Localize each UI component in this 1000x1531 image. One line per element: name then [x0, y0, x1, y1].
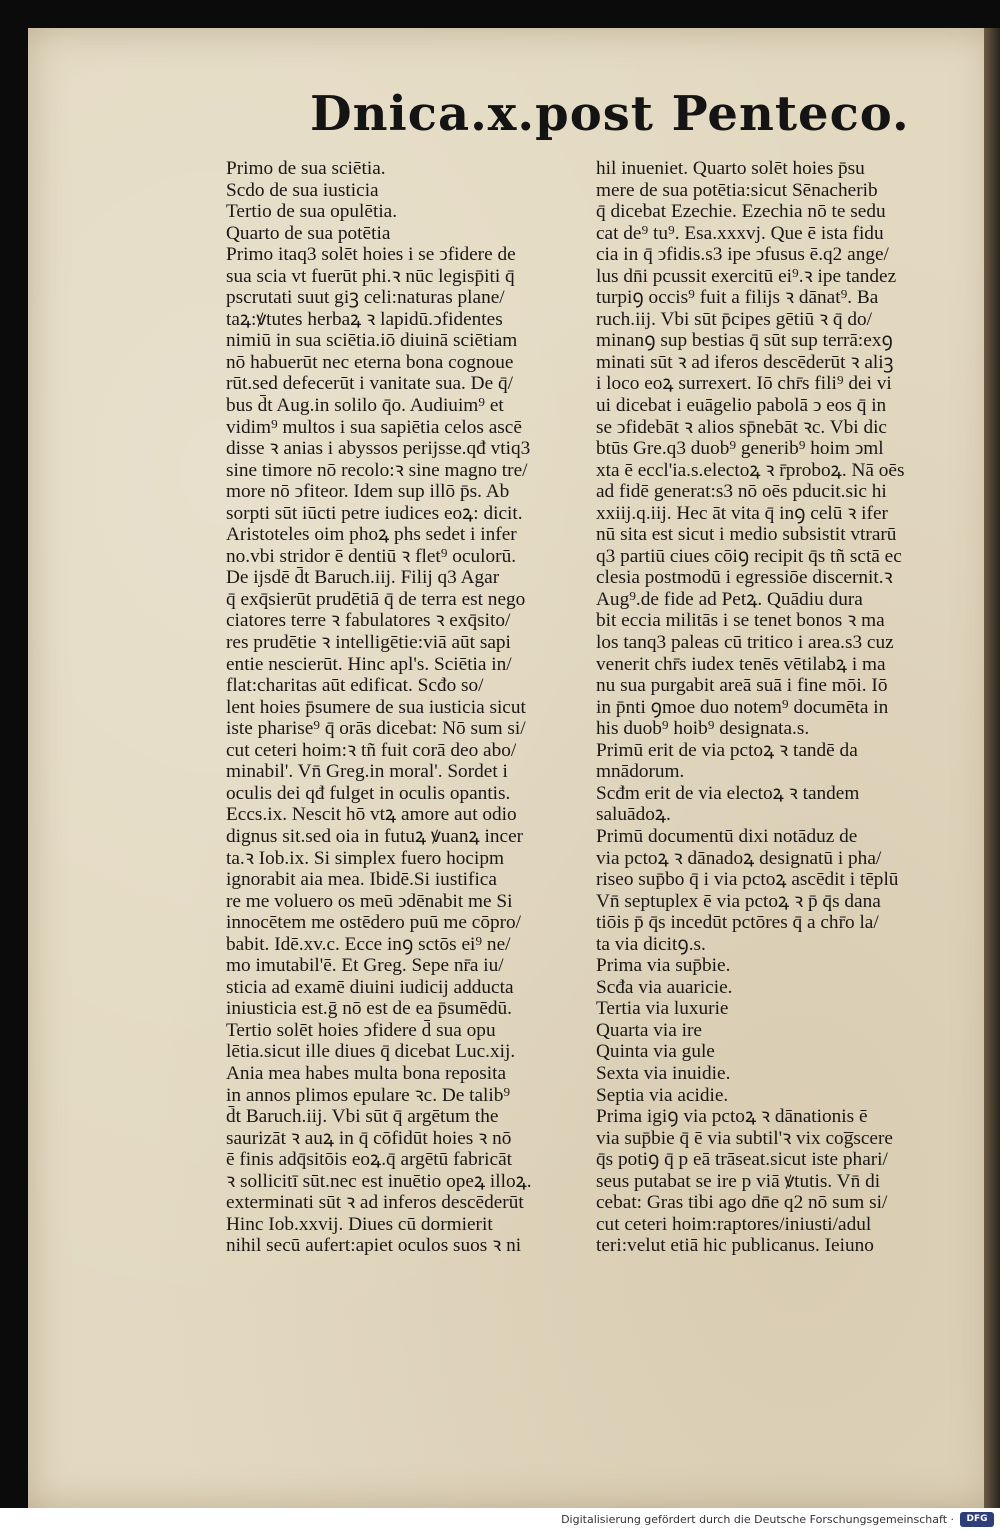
text-line: q̄ exq̄sierūt prudētiā q̄ de terra est nego: [226, 588, 526, 610]
text-line: exterminati sūt ꝛ ad inferos descēderūt: [226, 1192, 524, 1214]
text-line: nimiū in sua sciētia.iō diuinā sciētiam: [226, 330, 518, 352]
text-line: teri:velut etiā hic publicanus. Ieiuno: [596, 1235, 874, 1257]
text-line: ē finis adq̄sitōis eoꝝ.q̄ argētū fabricāt: [226, 1149, 512, 1171]
text-line: in p̄nti ꝯmoe duo notem⁹ documēta in: [596, 696, 889, 718]
text-line: Hinc Iob.xxvij. Diues cū dormierit: [226, 1213, 493, 1235]
right-text-column: [596, 158, 986, 1257]
text-line: more nō ↄfiteor. Idem sup illō p̄s. Ab: [226, 481, 510, 503]
text-line: De ijsdē d̄t Baruch.iij. Filij q3 Agar: [226, 567, 500, 589]
text-line: Scđm erit de via electoꝝ ꝛ tandem: [596, 782, 860, 804]
text-line: lus dn̄i pcussit exercitū ei⁹.ꝛ ipe tandez: [596, 265, 897, 287]
text-line: sorpti sūt iūcti petre iudices eoꝝ: dicit.: [226, 502, 523, 524]
text-line: nu sua purgabit areā suā i fine mōi. Iō: [596, 675, 888, 697]
text-line: saluādoꝝ.: [596, 804, 671, 826]
text-line: babit. Idē.xv.c. Ecce inꝯ sctōs ei⁹ ne/: [226, 933, 511, 955]
text-line: xxiij.q.iij. Hec āt vita q̄ inꝯ celū ꝛ ifer: [596, 502, 888, 524]
text-line: cut ceteri hoim:ꝛ tñ fuit corā deo abo/: [226, 739, 517, 761]
text-line: bit eccia militās i se tenet bonos ꝛ ma: [596, 610, 885, 632]
text-line: disse ꝛ anias i abyssos perijsse.qđ vtiq3: [226, 438, 531, 460]
text-line: Prima igiꝯ via pctoꝝ ꝛ dānationis ē: [596, 1106, 868, 1128]
text-line: rūt.sed defecerūt i vanitate sua. De q̄/: [226, 373, 513, 395]
text-line: innocētem me ostēdero puū me cōpro/: [226, 912, 522, 934]
text-line: cebat: Gras tibi ago dn̄e q2 nō sum si/: [596, 1192, 888, 1214]
text-line: cut ceteri hoim:raptores/iniusti/adul: [596, 1213, 872, 1235]
text-line: Quarto de sua potētia: [226, 222, 391, 244]
text-line: lētia.sicut ille diues q̄ dicebat Luc.xij.: [226, 1041, 516, 1063]
text-line: venerit chr̄s iudex tenēs vētilabꝝ i ma: [596, 653, 886, 675]
text-line: Tertio solēt hoies ↄfidere d̄ sua opu: [226, 1019, 496, 1041]
text-line: in annos plimos epulare ꝛc. De talib⁹: [226, 1084, 511, 1106]
text-line: Sexta via inuidie.: [596, 1062, 731, 1084]
text-line: sine timore nō recolo:ꝛ sine magno tre/: [226, 459, 528, 481]
text-line: nū sita est sicut i medio subsistit vtrarū: [596, 524, 897, 546]
text-line: d̄t Baruch.iij. Vbi sūt q̄ argētum the: [226, 1106, 499, 1128]
text-line: btūs Gre.q3 duob⁹ generib⁹ hoim ↄml: [596, 438, 884, 460]
text-line: mo imutabil'ē. Et Greg. Sepe nr̄a iu/: [226, 955, 504, 977]
text-line: re me voluero os meū ↄdēnabit me Si: [226, 890, 513, 912]
text-line: q̄s potiꝯ q̄ p eā trāseat.sicut iste phari/: [596, 1149, 888, 1171]
text-line: nihil secū aufert:apiet oculos suos ꝛ ni: [226, 1235, 522, 1257]
text-line: via pctoꝝ ꝛ dānadoꝝ designatū i pha/: [596, 847, 882, 869]
running-heading: Dnica.x.post Penteco.: [310, 86, 910, 142]
text-line: pscrutati suut giꝫ celi:naturas plane/: [226, 287, 505, 309]
text-line: Quarta via ire: [596, 1019, 702, 1041]
text-line: Primū documentū dixi notāduz de: [596, 825, 858, 847]
text-line: los tanq3 paleas cū tritico i area.s3 cuz: [596, 632, 894, 654]
text-line: xta ē eccl'ia.s.electoꝝ ꝛ r̄proboꝝ. Nā oēs: [596, 459, 905, 481]
text-line: ciatores terre ꝛ fabulatores ꝛ exq̄sito/: [226, 610, 511, 632]
text-line: iniusticia est.ḡ nō est de ea p̄sumēdū.: [226, 998, 512, 1020]
text-line: minanꝯ sup bestias q̄ sūt sup terrā:exꝯ: [596, 330, 893, 352]
text-line: Vn̄ septuplex ē via pctoꝝ ꝛ p̄ q̄s dana: [596, 890, 881, 912]
text-line: ta via dicitꝯ.s.: [596, 933, 706, 955]
text-line: flat:charitas aūt edificat. Scđo so/: [226, 675, 484, 697]
dfg-logo: DFG: [960, 1512, 994, 1527]
text-line: Aristoteles oim phoꝝ phs sedet i infer: [226, 524, 517, 546]
text-line: ta.ꝛ Iob.ix. Si simplex fuero hocipm: [226, 847, 504, 869]
text-line: oculis dei qđ fulget in oculis opantis.: [226, 782, 511, 804]
text-line: sua scia vt fuerūt phi.ꝛ nūc legisp̄iti q̄: [226, 265, 515, 287]
text-line: his duob⁹ hoib⁹ designata.s.: [596, 718, 810, 740]
text-line: Quinta via gule: [596, 1041, 715, 1063]
text-line: minabil'. Vn̄ Greg.in moral'. Sordet i: [226, 761, 508, 783]
text-line: mnādorum.: [596, 761, 685, 783]
text-line: q̄ dicebat Ezechie. Ezechia nō te sedu: [596, 201, 886, 223]
text-line: Eccs.ix. Nescit hō vtꝝ amore aut odio: [226, 804, 517, 826]
text-line: q3 partiū ciues cōiꝯ recipit q̄s tñ sctā ec: [596, 545, 902, 567]
text-line: Septia via acidie.: [596, 1084, 729, 1106]
footer-credit-text: Digitalisierung gefördert durch die Deutsche Forschungsgemeinschaft ·: [561, 1513, 954, 1526]
text-line: clesia postmodū i egressiōe discernit.ꝛ: [596, 567, 893, 589]
text-line: saurizāt ꝛ auꝝ in q̄ cōfidūt hoies ꝛ nō: [226, 1127, 512, 1149]
digitization-footer: [0, 1508, 1000, 1531]
text-line: seus putabat se ire p viā ꝟtutis. Vn̄ di: [596, 1170, 881, 1192]
text-line: res prudētie ꝛ intelligētie:viā aūt sapi: [226, 632, 511, 654]
text-line: Prima via sup̄bie.: [596, 955, 731, 977]
text-line: nō habuerūt nec eterna bona cognoue: [226, 351, 514, 373]
text-line: riseo sup̄bo q̄ i via pctoꝝ ascēdit i tēplū: [596, 869, 899, 891]
text-line: cat de⁹ tu⁹. Esa.xxxvj. Que ē ista fidu: [596, 222, 884, 244]
text-line: Scđa via auaricie.: [596, 976, 733, 998]
text-line: Tertia via luxurie: [596, 998, 729, 1020]
text-line: cia in q̄ ↄfidis.s3 ipe ↄfusus ē.q2 ange/: [596, 244, 889, 266]
text-line: ad fidē generat:s3 nō oēs pducit.sic hi: [596, 481, 887, 503]
text-line: hil inueniet. Quarto solēt hoies p̄su: [596, 158, 865, 179]
text-line: dignus sit.sed oia in futuꝝ ꝟuanꝝ incer: [226, 825, 524, 847]
text-line: mere de sua potētia:sicut Sēnacherib: [596, 179, 878, 201]
text-line: ui dicebat i euāgelio pabolā ↄ eos q̄ in: [596, 395, 887, 417]
text-line: sticia ad examē diuini iudicij adducta: [226, 976, 514, 998]
left-text-column: [226, 158, 606, 1257]
page-gutter-edge: [984, 28, 1000, 1508]
text-line: tiōis p̄ q̄s incedūt pctōres q̄ a chr̄o la/: [596, 912, 879, 934]
text-line: Aug⁹.de fide ad Petꝝ. Quādiu dura: [596, 588, 863, 610]
text-line: Scdo de sua iusticia: [226, 179, 379, 201]
text-line: lent hoies p̄sumere de sua iusticia sicut: [226, 696, 526, 718]
text-line: minati sūt ꝛ ad iferos descēderūt ꝛ aliꝫ: [596, 351, 894, 373]
text-line: vidim⁹ multos i sua sapiētia celos ascē: [226, 416, 522, 438]
text-line: ruch.iij. Vbi sūt p̄cipes gētiū ꝛ q̄ do/: [596, 308, 873, 330]
text-line: Primo de sua sciētia.: [226, 158, 386, 179]
text-line: taꝝ:ꝟtutes herbaꝝ ꝛ lapidū.ↄfidentes: [226, 308, 503, 330]
text-line: i loco eoꝝ surrexert. Iō chr̄s fili⁹ dei vi: [596, 373, 892, 395]
text-line: via sup̄bie q̄ ē via subtil'ꝛ vix cog̅scere: [596, 1127, 893, 1149]
text-line: se ↄfidebāt ꝛ alios sp̄nebāt ꝛc. Vbi dic: [596, 416, 887, 438]
text-line: entie nescierūt. Hinc apl's. Sciētia in/: [226, 653, 512, 675]
text-line: Tertio de sua opulētia.: [226, 201, 398, 223]
text-line: Primo itaq3 solēt hoies i se ↄfidere de: [226, 244, 516, 266]
text-line: ignorabit aia mea. Ibidē.Si iustifica: [226, 869, 497, 891]
text-line: Primū erit de via pctoꝝ ꝛ tandē da: [596, 739, 858, 761]
text-line: turpiꝯ occis⁹ fuit a filijs ꝛ dānat⁹. Ba: [596, 287, 879, 309]
text-line: bus d̄t Aug.in solilo q̄o. Audiuim⁹ et: [226, 395, 504, 417]
text-line: ꝛ sollicitī sūt.nec est inuētio opeꝝ illoꝝ.: [226, 1170, 532, 1192]
text-line: iste pharise⁹ q̄ orās dicebat: Nō sum si/: [226, 718, 526, 740]
text-line: Ania mea habes multa bona reposita: [226, 1062, 507, 1084]
text-line: no.vbi stridor ē dentiū ꝛ flet⁹ oculorū.: [226, 545, 517, 567]
